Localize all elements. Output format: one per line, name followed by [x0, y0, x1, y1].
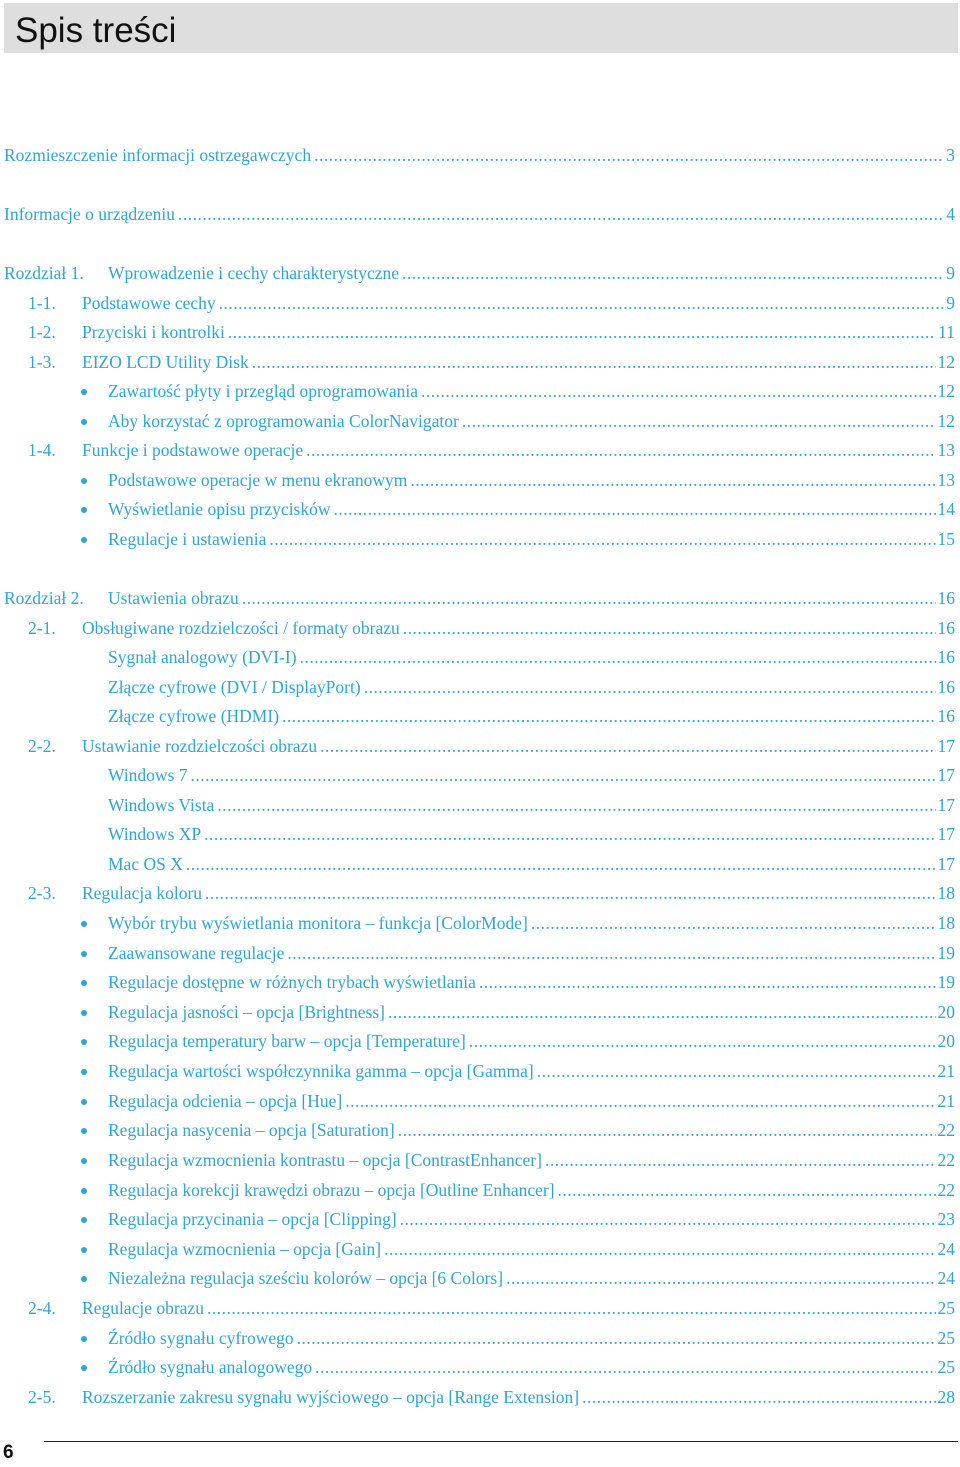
- toc-entry[interactable]: [4, 142, 955, 168]
- toc-entry[interactable]: [4, 260, 955, 286]
- dot-leader: [207, 1295, 936, 1321]
- toc-entry[interactable]: [81, 999, 955, 1025]
- bullet-icon: [81, 419, 87, 425]
- toc-entry-title: Źródło sygnału cyfrowego: [108, 1328, 294, 1348]
- page-number: 6: [3, 1442, 14, 1463]
- dot-leader: [364, 674, 936, 700]
- bullet-icon: [81, 1069, 87, 1075]
- toc-page-number: 18: [937, 913, 955, 933]
- toc-entry-title: Wybór trybu wyświetlania monitora – funkcja [ColorMode]: [108, 913, 528, 933]
- toc-entry-title: Podstawowe cechy: [82, 293, 216, 313]
- toc-entry[interactable]: [81, 1117, 955, 1143]
- bullet-icon: [81, 1039, 87, 1045]
- toc-entry-title: Rozmieszczenie informacji ostrzegawczych: [4, 145, 312, 165]
- bullet-icon: [81, 389, 87, 395]
- toc-page-number: 12: [937, 411, 955, 431]
- toc-entry-title: Mac OS X: [108, 854, 183, 874]
- toc-entry[interactable]: [108, 762, 955, 788]
- dot-leader: [403, 615, 936, 641]
- toc-entry-title: Przyciski i kontrolki: [82, 322, 225, 342]
- bullet-icon: [81, 1188, 87, 1194]
- toc-entry-title: Ustawienia obrazu: [108, 588, 239, 608]
- toc-entry[interactable]: [81, 1028, 955, 1054]
- toc-entry-title: Informacje o urządzeniu: [4, 204, 176, 224]
- toc-section-number: 2-3.: [28, 883, 56, 903]
- dot-leader: [462, 408, 936, 434]
- toc-entry[interactable]: [81, 910, 955, 936]
- bullet-icon: [81, 1336, 87, 1342]
- toc-page-number: 17: [937, 824, 955, 844]
- dot-leader: [300, 644, 936, 670]
- toc-page-number: 3: [946, 145, 955, 165]
- bullet-icon: [81, 507, 87, 513]
- toc-page-number: 17: [937, 854, 955, 874]
- toc-page-number: 17: [937, 795, 955, 815]
- dot-leader: [479, 969, 936, 995]
- toc-page-number: 14: [937, 499, 955, 519]
- toc-entry-title: Windows XP: [108, 824, 202, 844]
- toc-entry-title: Regulacje obrazu: [82, 1298, 204, 1318]
- toc-page-number: 16: [937, 706, 955, 726]
- toc-entry-title: Regulacja wzmocnienia – opcja [Gain]: [108, 1239, 382, 1259]
- toc-entry[interactable]: [81, 1236, 955, 1262]
- bullet-icon: [81, 980, 87, 986]
- dot-leader: [410, 467, 935, 493]
- toc-chapter-number: Rozdział 1.: [4, 263, 84, 283]
- toc-entry[interactable]: [28, 290, 955, 316]
- toc-entry[interactable]: [81, 969, 955, 995]
- toc-page-number: 25: [937, 1328, 955, 1348]
- toc-entry[interactable]: [28, 319, 955, 345]
- toc-entry-title: Niezależna regulacja sześciu kolorów – opcja [6 Colors]: [108, 1268, 504, 1288]
- toc-entry-title: Windows Vista: [108, 795, 215, 815]
- bullet-icon: [81, 951, 87, 957]
- toc-entry[interactable]: [28, 615, 955, 641]
- toc-page-number: 22: [937, 1180, 955, 1200]
- toc-entry[interactable]: [28, 880, 955, 906]
- footer-divider: [44, 1441, 958, 1442]
- dot-leader: [469, 1028, 936, 1054]
- toc-entry[interactable]: [81, 1354, 955, 1380]
- toc-entry[interactable]: [108, 792, 955, 818]
- toc-page-number: 17: [937, 736, 955, 756]
- dot-leader: [252, 349, 936, 375]
- bullet-icon: [81, 1128, 87, 1134]
- toc-entry[interactable]: [81, 378, 955, 404]
- toc-entry-title: Sygnał analogowy (DVI-I): [108, 647, 297, 667]
- toc-entry[interactable]: [108, 851, 955, 877]
- dot-leader: [545, 1147, 936, 1173]
- bullet-icon: [81, 1276, 87, 1282]
- dot-leader: [558, 1177, 936, 1203]
- toc-entry-title: Podstawowe operacje w menu ekranowym: [108, 470, 408, 490]
- toc-entry-title: Regulacja wartości współczynnika gamma – opcja [Gamma]: [108, 1061, 534, 1081]
- toc-entry[interactable]: [81, 496, 955, 522]
- toc-entry-title: Regulacja przycinania – opcja [Clipping]: [108, 1209, 397, 1229]
- page-title: Spis treści: [15, 11, 177, 50]
- toc-page-number: 9: [946, 263, 955, 283]
- toc-page-number: 16: [937, 677, 955, 697]
- dot-leader: [421, 378, 935, 404]
- dot-leader: [582, 1384, 935, 1410]
- dot-leader: [228, 319, 936, 345]
- toc-section-number: 2-5.: [28, 1387, 56, 1407]
- toc-entry-title: Regulacja koloru: [82, 883, 203, 903]
- toc-entry-title: Regulacje i ustawienia: [108, 529, 267, 549]
- toc-page-number: 13: [937, 470, 955, 490]
- toc-entry-title: Windows 7: [108, 765, 188, 785]
- toc-page-number: 20: [937, 1031, 955, 1051]
- bullet-icon: [81, 1099, 87, 1105]
- toc-entry-title: Źródło sygnału analogowego: [108, 1357, 313, 1377]
- toc-page-number: 22: [937, 1150, 955, 1170]
- dot-leader: [537, 1058, 936, 1084]
- toc-entry[interactable]: [108, 703, 955, 729]
- dot-leader: [242, 585, 936, 611]
- toc-page-number: 19: [937, 972, 955, 992]
- toc-section-number: 1-2.: [28, 322, 56, 342]
- bullet-icon: [81, 1217, 87, 1223]
- dot-leader: [219, 290, 945, 316]
- toc-entry[interactable]: [28, 1295, 955, 1321]
- toc-entry[interactable]: [28, 1384, 955, 1410]
- bullet-icon: [81, 1247, 87, 1253]
- toc-entry-title: Złącze cyfrowe (HDMI): [108, 706, 280, 726]
- toc-entry-title: Zawartość płyty i przegląd oprogramowania: [108, 381, 419, 401]
- toc-entry[interactable]: [81, 1325, 955, 1351]
- toc-page-number: 22: [937, 1120, 955, 1140]
- dot-leader: [398, 1117, 936, 1143]
- toc-page-number: 16: [937, 618, 955, 638]
- toc-entry-title: Regulacja korekcji krawędzi obrazu – opcja [Outline Enhancer]: [108, 1180, 555, 1200]
- toc-entry[interactable]: [81, 408, 955, 434]
- toc-page-number: 21: [937, 1091, 955, 1111]
- toc-page-number: 16: [937, 647, 955, 667]
- toc-entry-title: Aby korzystać z oprogramowania ColorNavigator: [108, 411, 459, 431]
- toc-page-number: 9: [946, 293, 955, 313]
- toc-entry[interactable]: [4, 585, 955, 611]
- toc-entry-title: EIZO LCD Utility Disk: [82, 352, 249, 372]
- toc-section-number: 1-1.: [28, 293, 56, 313]
- toc-entry[interactable]: [108, 644, 955, 670]
- dot-leader: [531, 910, 936, 936]
- dot-leader: [217, 792, 935, 818]
- toc-entry[interactable]: [81, 526, 955, 552]
- toc-entry[interactable]: [28, 733, 955, 759]
- toc-entry[interactable]: [81, 1058, 955, 1084]
- toc-page-number: 28: [937, 1387, 955, 1407]
- toc-page-number: 24: [937, 1268, 955, 1288]
- dot-leader: [297, 1325, 936, 1351]
- dot-leader: [186, 851, 936, 877]
- toc-page-number: 21: [937, 1061, 955, 1081]
- dot-leader: [287, 940, 935, 966]
- toc-section-number: 2-4.: [28, 1298, 56, 1318]
- toc-page-number: 12: [937, 381, 955, 401]
- toc-page-number: 18: [937, 883, 955, 903]
- toc-page-number: 24: [937, 1239, 955, 1259]
- toc-entry-title: Obsługiwane rozdzielczości / formaty obrazu: [82, 618, 400, 638]
- bullet-icon: [81, 1365, 87, 1371]
- bullet-icon: [81, 1010, 87, 1016]
- toc-page-number: 16: [937, 588, 955, 608]
- toc-chapter-number: Rozdział 2.: [4, 588, 84, 608]
- toc-page-number: 17: [937, 765, 955, 785]
- toc-entry-title: Regulacja jasności – opcja [Brightness]: [108, 1002, 386, 1022]
- toc-page-number: 15: [937, 529, 955, 549]
- toc-entry-title: Zaawansowane regulacje: [108, 943, 285, 963]
- toc-entry[interactable]: [81, 1177, 955, 1203]
- toc-page-number: 25: [937, 1298, 955, 1318]
- toc-entry[interactable]: [81, 1147, 955, 1173]
- dot-leader: [334, 496, 936, 522]
- toc-entry[interactable]: [81, 1265, 955, 1291]
- dot-leader: [205, 880, 935, 906]
- toc-page-number: 13: [937, 440, 955, 460]
- toc-section-number: 2-1.: [28, 618, 56, 638]
- toc-page-number: 25: [937, 1357, 955, 1377]
- dot-leader: [306, 437, 935, 463]
- dot-leader: [506, 1265, 935, 1291]
- title-bar: [4, 3, 958, 53]
- dot-leader: [388, 999, 935, 1025]
- toc-entry[interactable]: [81, 1206, 955, 1232]
- toc-entry-title: Regulacja nasycenia – opcja [Saturation]: [108, 1120, 395, 1140]
- toc-entry-title: Złącze cyfrowe (DVI / DisplayPort): [108, 677, 361, 697]
- dot-leader: [191, 762, 936, 788]
- toc-entry-title: Rozszerzanie zakresu sygnału wyjściowego – opcja [Range Extension]: [82, 1387, 580, 1407]
- bullet-icon: [81, 537, 87, 543]
- bullet-icon: [81, 478, 87, 484]
- toc-entry-title: Regulacja odcienia – opcja [Hue]: [108, 1091, 343, 1111]
- toc-entry[interactable]: [81, 1088, 955, 1114]
- toc-entry[interactable]: [108, 674, 955, 700]
- dot-leader: [314, 142, 944, 168]
- dot-leader: [178, 201, 944, 227]
- toc-entry-title: Wprowadzenie i cechy charakterystyczne: [108, 263, 400, 283]
- toc-section-number: 2-2.: [28, 736, 56, 756]
- toc-page-number: 20: [937, 1002, 955, 1022]
- toc-page-number: 19: [937, 943, 955, 963]
- toc-section-number: 1-4.: [28, 440, 56, 460]
- dot-leader: [320, 733, 935, 759]
- toc-page-number: 12: [937, 352, 955, 372]
- toc-entry[interactable]: [28, 437, 955, 463]
- dot-leader: [269, 526, 935, 552]
- dot-leader: [402, 260, 944, 286]
- toc-entry-title: Wyświetlanie opisu przycisków: [108, 499, 331, 519]
- dot-leader: [345, 1088, 935, 1114]
- toc-entry[interactable]: [4, 201, 955, 227]
- toc-entry[interactable]: [28, 349, 955, 375]
- bullet-icon: [81, 921, 87, 927]
- toc-entry-title: Regulacje dostępne w różnych trybach wyświetlania: [108, 972, 476, 992]
- toc-entry-title: Ustawianie rozdzielczości obrazu: [82, 736, 318, 756]
- toc-entry[interactable]: [108, 821, 955, 847]
- bullet-icon: [81, 1158, 87, 1164]
- toc-entry-title: Funkcje i podstawowe operacje: [82, 440, 304, 460]
- dot-leader: [204, 821, 935, 847]
- toc-page-number: 11: [938, 322, 955, 342]
- toc-entry-title: Regulacja temperatury barw – opcja [Temperature]: [108, 1031, 466, 1051]
- toc-page-number: 23: [937, 1209, 955, 1229]
- toc-section-number: 1-3.: [28, 352, 56, 372]
- toc-entry-title: Regulacja wzmocnienia kontrastu – opcja [ContrastEnhancer]: [108, 1150, 542, 1170]
- toc-entry[interactable]: [81, 940, 955, 966]
- toc-page-number: 4: [946, 204, 955, 224]
- dot-leader: [282, 703, 935, 729]
- dot-leader: [315, 1354, 935, 1380]
- toc-entry[interactable]: [81, 467, 955, 493]
- dot-leader: [400, 1206, 936, 1232]
- dot-leader: [384, 1236, 935, 1262]
